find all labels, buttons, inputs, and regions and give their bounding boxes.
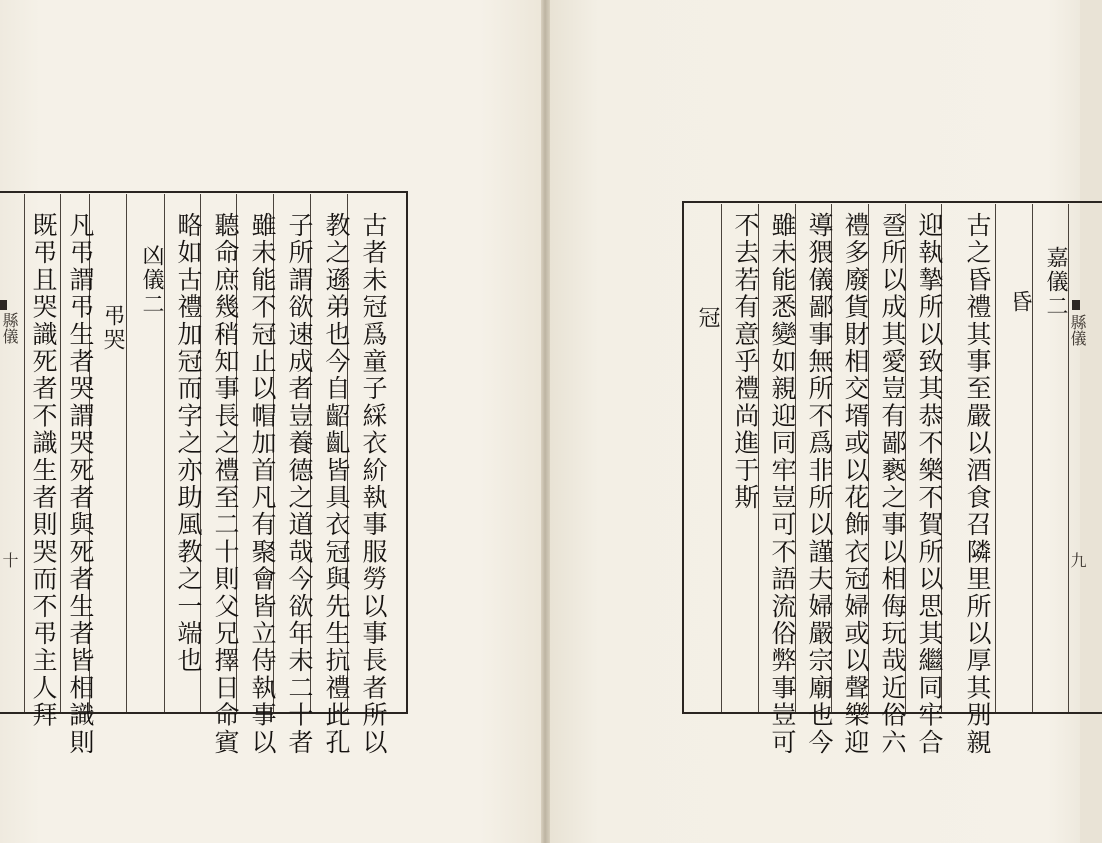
text-column-r4: 禮多廢貨財相交壻或以花飾衣冠婦或以聲樂迎 (841, 212, 870, 756)
edge-page-number: 九 (1068, 552, 1087, 568)
text-column-r1: 古之昏禮其事至嚴以酒食召隣里所以厚其別親 (963, 212, 992, 756)
column-rule (60, 194, 61, 712)
text-column-r6: 雖未能悉變如親迎同牢豈可不語流俗弊事豈可 (768, 212, 797, 756)
text-column-10: 既弔且哭識死者不識生者則哭而不弔主人拜 (29, 212, 58, 729)
text-column-r5: 導猥儀鄙事無所不爲非所以謹夫婦嚴宗廟也今 (805, 212, 834, 756)
column-rule (126, 194, 127, 712)
subheading-diaoku: 弔哭 (100, 304, 125, 353)
fold-mark (0, 300, 7, 310)
edge-page-number: 十 (0, 552, 19, 568)
column-rule (721, 204, 722, 712)
column-rule (1032, 204, 1033, 712)
text-column-2: 教之遜弟也今自齠齓皆具衣冠與先生抗禮此孔 (322, 212, 351, 756)
edge-title: 縣儀 (1068, 314, 1087, 346)
section-heading-jiayi: 嘉儀二 (1043, 246, 1068, 319)
book-spine (541, 0, 550, 843)
text-column-6: 略如古禮加冠而字之亦助風教之一端也 (174, 212, 203, 675)
fold-mark (1072, 300, 1080, 310)
text-column-r7: 不去若有意乎禮尚進于斯 (731, 212, 760, 512)
text-column-1: 古者未冠爲童子綵衣紒執事服勞以事長者所以 (359, 212, 388, 756)
section-heading-xiongyi: 凶儀二 (139, 244, 164, 317)
text-column-4: 雖未能不冠止以帽加首凡有聚會皆立侍執事以 (248, 212, 277, 756)
text-column-r2: 迎執摯所以致其恭不樂不賀所以思其繼同牢合 (915, 212, 944, 756)
text-column-r3: 巹所以成其愛豈有鄙褻之事以相侮玩哉近俗六 (878, 212, 907, 756)
edge-title: 縣儀 (0, 312, 19, 344)
subheading-guan: 冠 (695, 306, 720, 331)
text-column-3: 子所謂欲速成者豈養德之道哉今欲年未二十者 (285, 212, 314, 756)
text-column-5: 聽命庶幾稍知事長之禮至二十則父兄擇日命賓 (211, 212, 240, 756)
column-rule (995, 204, 996, 712)
subheading-hun: 昏 (1007, 290, 1032, 315)
text-column-9: 凡弔謂弔生者哭謂哭死者與死者生者皆相識則 (66, 212, 95, 756)
column-rule (24, 194, 25, 712)
